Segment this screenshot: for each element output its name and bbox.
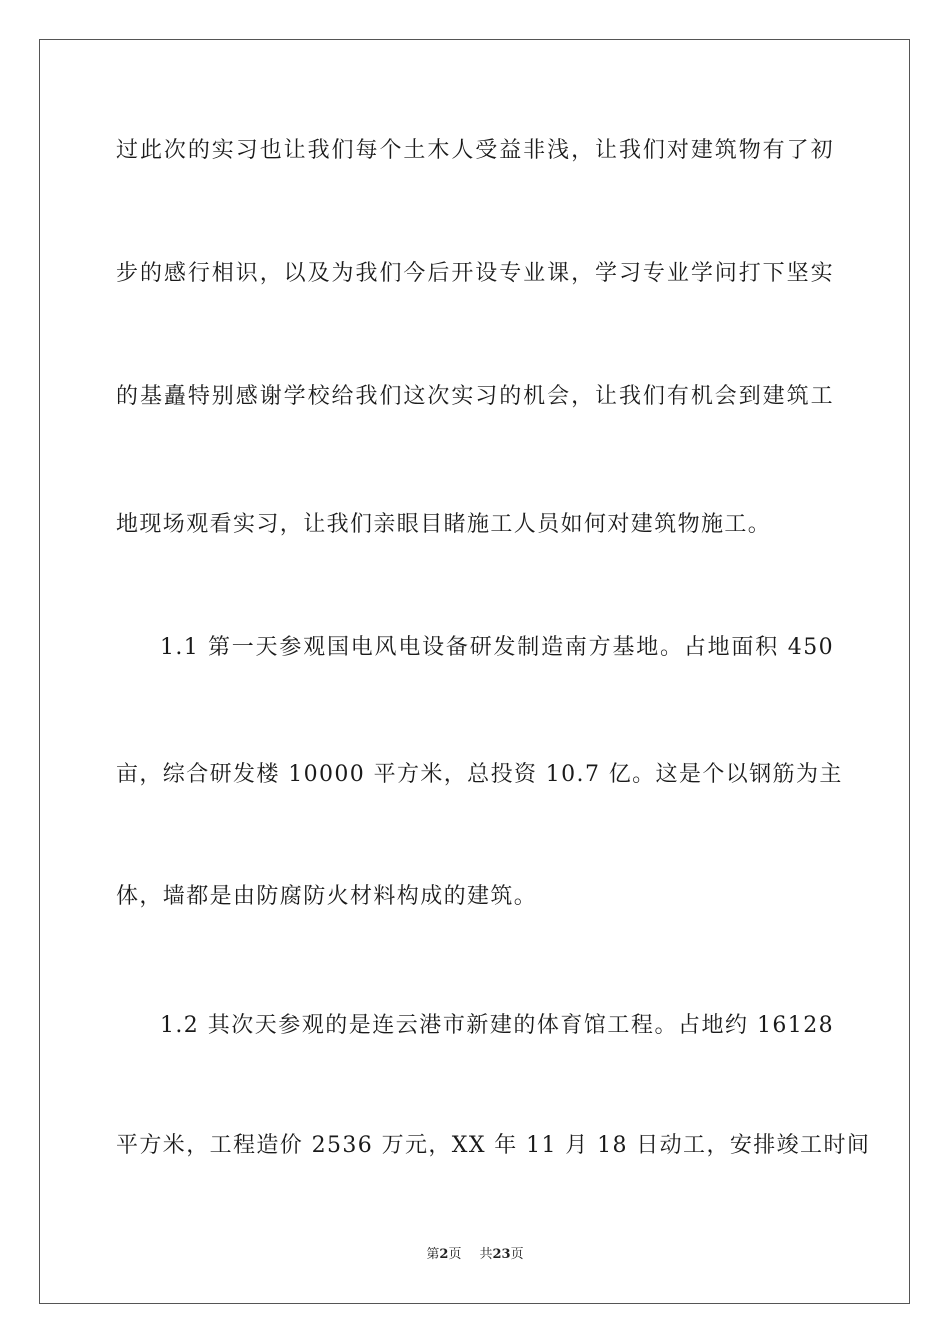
footer-total-pages: 23	[492, 1247, 511, 1262]
section-1-1-line-3: 体，墙都是由防腐防火材料构成的建筑。	[116, 884, 538, 909]
footer-total-prefix: 共	[479, 1247, 493, 1262]
body-line-1: 过此次的实习也让我们每个土木人受益非浅，让我们对建筑物有了初	[116, 138, 834, 163]
section-1-1-line-2: 亩，综合研发楼 10000 平方米，总投资 10.7 亿。这是个以钢筋为主	[116, 762, 843, 787]
body-line-4: 地现场观看实习，让我们亲眼目睹施工人员如何对建筑物施工。	[116, 512, 772, 537]
footer-page-number: 2	[439, 1247, 449, 1262]
section-1-1-line-1: 1.1 第一天参观国电风电设备研发制造南方基地。占地面积 450	[160, 635, 834, 660]
body-line-2: 步的感行相识，以及为我们今后开设专业课，学习专业学问打下坚实	[116, 261, 834, 286]
section-1-2-line-1: 1.2 其次天参观的是连云港市新建的体育馆工程。占地约 16128	[160, 1013, 834, 1038]
page-footer	[0, 1246, 950, 1264]
body-line-3: 的基矗特别感谢学校给我们这次实习的机会，让我们有机会到建筑工	[116, 384, 834, 409]
footer-page-prefix: 第	[426, 1247, 440, 1262]
footer-total-suffix: 页	[510, 1247, 524, 1262]
footer-page-suffix: 页	[448, 1247, 462, 1262]
page-border	[39, 39, 910, 1304]
section-1-2-line-2: 平方米，工程造价 2536 万元，XX 年 11 月 18 日动工，安排竣工时间	[116, 1133, 871, 1158]
